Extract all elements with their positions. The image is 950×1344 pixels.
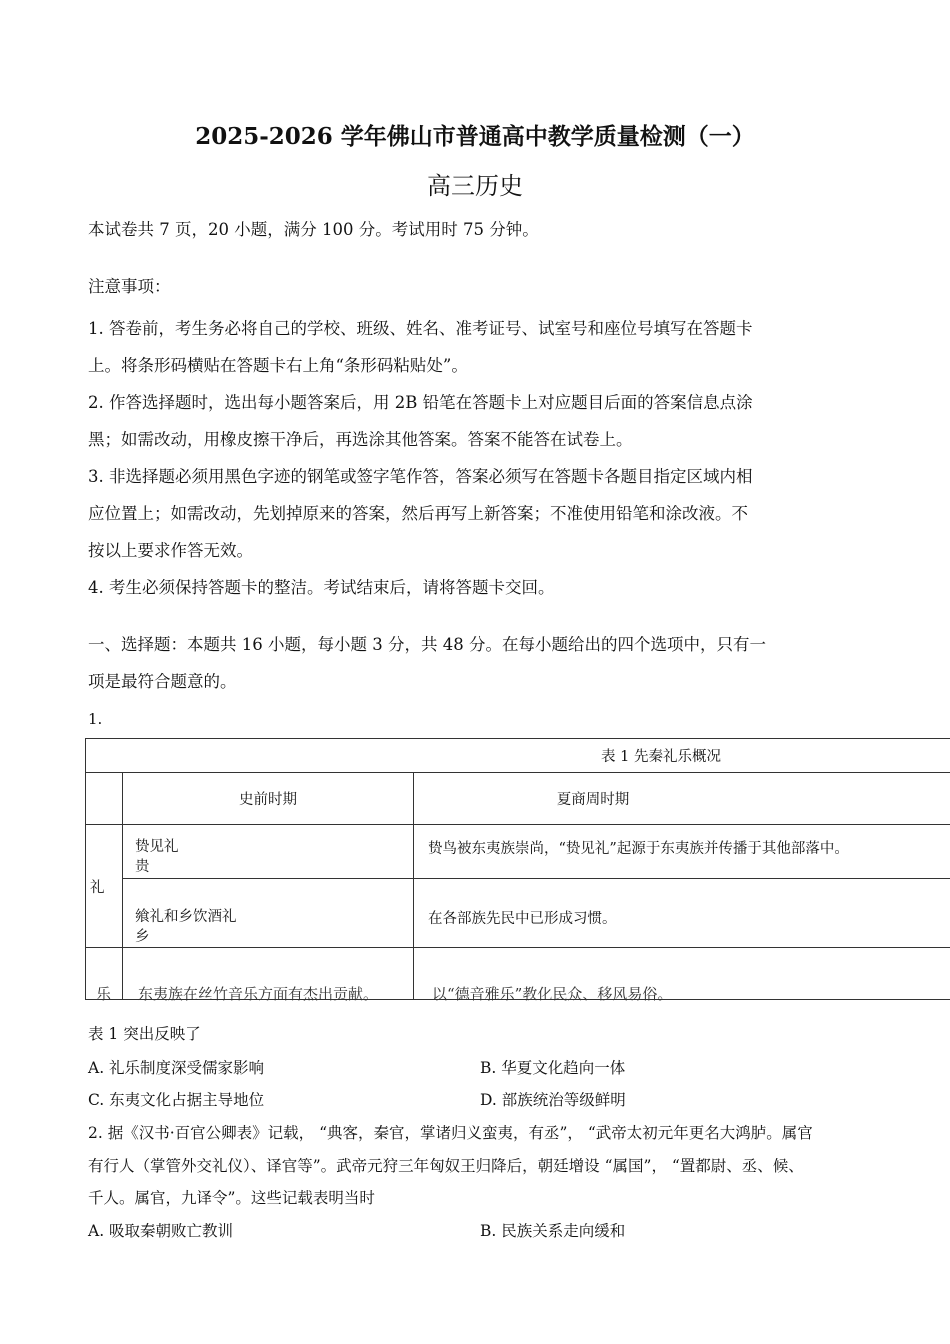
notice-line: 4. 考生必须保持答题卡的整洁。考试结束后，请将答题卡交回。 (88, 578, 555, 597)
table-overflow-text: 东夷族在丝竹音乐方面有杰出贡献。 (138, 985, 379, 1003)
option-b[interactable]: B. 民族关系走向缓和 (480, 1222, 626, 1240)
table-cell-text: 贽见礼 (135, 839, 179, 855)
table-cell (123, 879, 414, 948)
notice-line: 2. 作答选择题时，选出每小题答案后，用 2B 铅笔在答题卡上对应题目后面的答案信息点涂 (88, 393, 753, 412)
question-2-text: 千人。属官，九译令”。这些记载表明当时 (88, 1189, 375, 1207)
option-c[interactable]: C. 东夷文化占据主导地位 (88, 1091, 265, 1109)
section-heading: 一、选择题：本题共 16 小题，每小题 3 分，共 48 分。在每小题给出的四个选项中，只有一 (88, 635, 766, 654)
table-cell (123, 825, 414, 879)
option-a[interactable]: A. 吸取秦朝败亡教训 (88, 1222, 234, 1240)
notice-line: 黑；如需改动，用橡皮擦干净后，再选涂其他答案。答案不能答在试卷上。 (88, 430, 633, 449)
table-cell: 贽鸟被东夷族崇尚，“贽见礼”起源于东夷族并传播于其他部落中。 (414, 825, 950, 879)
page-title: 2025-2026 学年佛山市普通高中教学质量检测（一） (195, 123, 755, 150)
notice-line: 3. 非选择题必须用黑色字迹的钢笔或签字笔作答，答案必须写在答题卡各题目指定区域内相 (88, 467, 753, 486)
table-cell-text: 飨礼和乡饮酒礼 (135, 909, 237, 925)
notice-line: 按以上要求作答无效。 (88, 541, 253, 560)
notice-line: 应位置上；如需改动，先划掉原来的答案，然后再写上新答案；不准使用铅笔和涂改液。不 (88, 504, 748, 523)
table-overflow-text: 以“德音雅乐”教化民众、移风易俗。 (432, 985, 673, 1003)
question-2-text: 2. 据《汉书·百官公卿表》记载， “典客，秦官，掌诸归义蛮夷，有丞”， “武帝太初元年更名大鸿胪。属官 (88, 1124, 813, 1142)
option-d[interactable]: D. 部族统治等级鲜明 (480, 1091, 626, 1109)
notice-line: 1. 答卷前，考生务必将自己的学校、班级、姓名、准考证号、试室号和座位号填写在答题卡 (88, 319, 753, 338)
table-header-xia-shang-zhou: 夏商周时期 (414, 773, 950, 825)
notice-heading: 注意事项： (88, 277, 171, 296)
section-heading-cont: 项是最符合题意的。 (88, 672, 237, 691)
page-subtitle: 高三历史 (427, 172, 523, 200)
question-2-text: 有行人（掌管外交礼仪）、译官等”。武帝元狩三年匈奴王归降后，朝廷增设 “属国”， “置都尉、丞、候、 (88, 1157, 804, 1175)
table-header-prehistoric: 史前时期 (123, 773, 414, 825)
table-corner (86, 773, 123, 825)
table-caption: 表 1 先秦礼乐概况 (86, 739, 950, 773)
question-stem: 表 1 突出反映了 (88, 1025, 201, 1043)
notice-line: 上。将条形码横贴在答题卡右上角“条形码粘贴处”。 (88, 356, 468, 375)
exam-intro: 本试卷共 7 页，20 小题，满分 100 分。考试用时 75 分钟。 (88, 220, 539, 239)
option-a[interactable]: A. 礼乐制度深受儒家影响 (88, 1059, 265, 1077)
table-cell: 在各部族先民中已形成习惯。 (414, 879, 950, 948)
rites-music-table (85, 738, 950, 1000)
table-overflow-label: 乐 (96, 985, 112, 1003)
table-cell-text: 乡 (135, 929, 150, 945)
table-row-label-li: 礼 (86, 825, 123, 948)
option-b[interactable]: B. 华夏文化趋向一体 (480, 1059, 626, 1077)
table-cell-text: 贵 (135, 859, 150, 875)
question-number: 1. (88, 710, 103, 728)
